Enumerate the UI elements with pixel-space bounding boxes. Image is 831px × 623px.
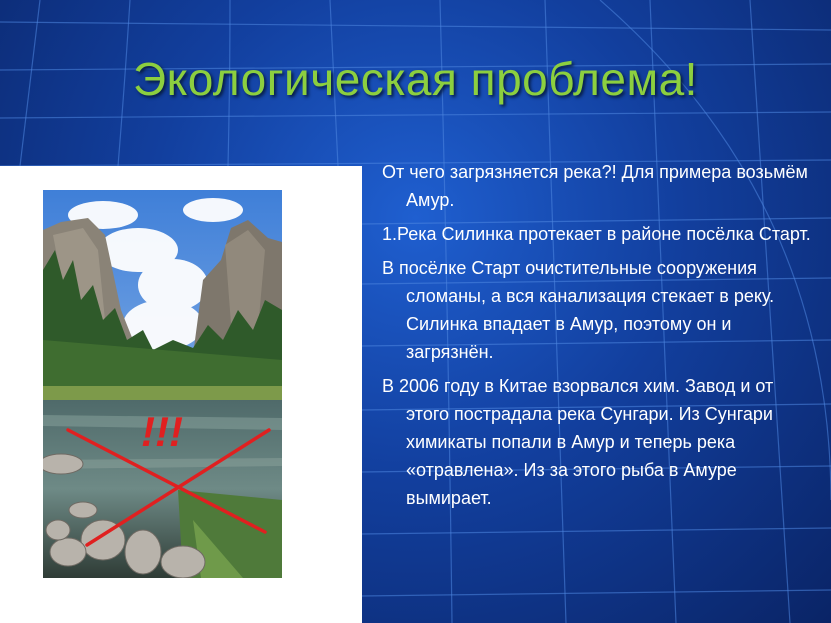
slide-title: Экологическая проблема!: [133, 53, 698, 105]
paragraph-3: В посёлке Старт очистительные сооружения сломаны, а вся канализация стекает в реку. Силинка впадает в Амур, поэтому он и загрязнён.: [382, 258, 775, 362]
paragraph-4: В 2006 году в Китае взорвался хим. Завод и от этого пострадала река Сунгари. Из Сунгари химикаты попали в Амур и теперь река «отравлена». Из за этого рыба в Амуре вымирает.: [382, 376, 774, 508]
exclamation-mark: !!!: [141, 408, 183, 455]
paragraph-2: 1.Река Силинка протекает в районе посёлка Старт.: [382, 224, 811, 244]
river-photo: [43, 190, 282, 578]
text-content: [376, 158, 816, 518]
paragraph-1: От чего загрязняется река?! Для примера возьмём Амур.: [382, 162, 808, 210]
